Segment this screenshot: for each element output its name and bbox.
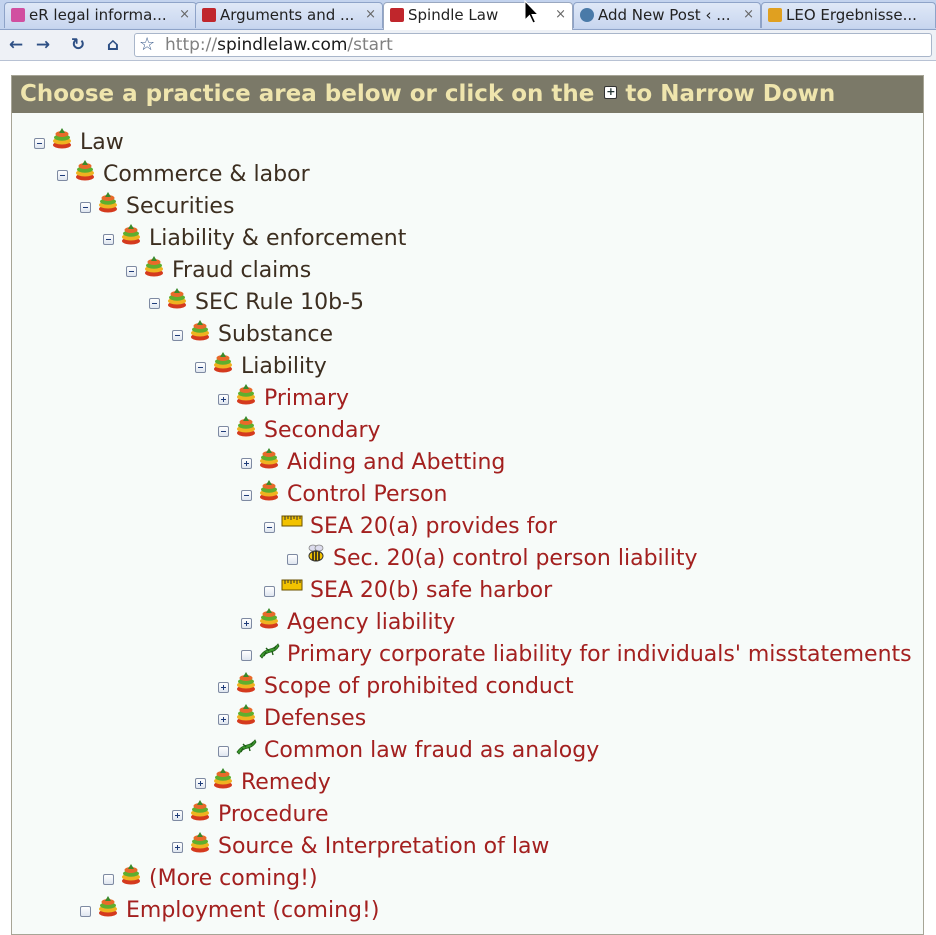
stack-icon [235,383,257,405]
leaf-toggle [287,554,298,565]
tree-node-label[interactable]: Secondary [264,418,381,443]
tree-node-label[interactable]: Procedure [218,802,329,827]
tree-node-label[interactable]: SEC Rule 10b-5 [195,290,364,315]
tree-node-label[interactable]: SEA 20(a) provides for [310,514,557,539]
expand-toggle[interactable] [218,682,229,693]
tree-node-label[interactable]: Law [80,130,124,155]
tree-node-label[interactable]: SEA 20(b) safe harbor [310,578,553,603]
leaf-toggle [80,906,91,917]
tab-arguments[interactable] [195,2,383,28]
spindle-icon [390,8,404,22]
bookmark-star-icon[interactable]: ☆ [139,34,156,55]
home-button[interactable]: ⌂ [106,35,120,55]
collapse-toggle[interactable] [57,170,68,181]
stack-icon [258,607,280,629]
stamp-icon [11,8,25,22]
stack-icon [212,351,234,373]
collapse-toggle[interactable] [103,234,114,245]
stack-icon [212,767,234,789]
lizard-icon [258,639,280,661]
header-text-before: Choose a practice area below or click on the [20,81,595,107]
tab-leo[interactable] [761,2,936,28]
stack-icon [97,895,119,917]
close-icon[interactable]: × [365,7,376,22]
tab-title: Arguments and ... [220,6,355,24]
tree-node-label[interactable]: Employment (coming!) [126,898,380,923]
tab-add-new-post[interactable] [573,2,761,28]
stack-icon [258,447,280,469]
close-icon[interactable]: × [555,7,566,22]
leo-icon [768,8,782,22]
expand-toggle[interactable] [218,714,229,725]
lizard-icon [235,735,257,757]
spindle-icon [202,8,216,22]
tree-node-label[interactable]: Securities [126,194,235,219]
expand-toggle[interactable] [195,778,206,789]
stack-icon [189,831,211,853]
collapse-toggle[interactable] [218,426,229,437]
tree-node-label[interactable]: Defenses [264,706,367,731]
expand-toggle[interactable] [241,618,252,629]
wordpress-icon [580,8,594,22]
tree-node-label[interactable]: Liability & enforcement [149,226,407,251]
url-path: /start [347,35,393,55]
reload-button[interactable]: ↻ [70,35,86,55]
stack-icon [51,127,73,149]
collapse-toggle[interactable] [126,266,137,277]
practice-area-panel [11,75,924,935]
tree-node-label[interactable]: Primary corporate liability for individuals' misstatements [287,642,912,667]
expand-toggle[interactable] [172,842,183,853]
collapse-toggle[interactable] [195,362,206,373]
mouse-cursor-icon [524,0,540,26]
tab-er-legal[interactable] [4,2,197,28]
ruler-icon [281,511,303,533]
url-scheme: http:// [165,35,218,55]
tree-node-label[interactable]: Substance [218,322,334,347]
tree-node-label[interactable]: Common law fraud as analogy [264,738,600,763]
leaf-toggle [241,650,252,661]
stack-icon [143,255,165,277]
leaf-toggle [103,874,114,885]
collapse-toggle[interactable] [34,138,45,149]
tree-node-label[interactable]: Scope of prohibited conduct [264,674,574,699]
collapse-toggle[interactable] [172,330,183,341]
tree-node-label[interactable]: Aiding and Abetting [287,450,506,475]
stack-icon [166,287,188,309]
header-text-after: to Narrow Down [625,81,836,107]
tab-title: Spindle Law [408,6,499,24]
stack-icon [189,319,211,341]
tab-strip [0,0,936,30]
tab-title: Add New Post ‹ ... [598,6,731,24]
forward-button[interactable]: → [35,35,51,55]
tree-node-label[interactable]: Fraud claims [172,258,312,283]
ruler-icon [281,575,303,597]
close-icon[interactable]: × [743,7,754,22]
collapse-toggle[interactable] [264,522,275,533]
collapse-toggle[interactable] [80,202,91,213]
tree-node-label[interactable]: Control Person [287,482,448,507]
panel-header [12,76,923,113]
tab-spindle-law[interactable] [383,2,573,30]
stack-icon [235,671,257,693]
stack-icon [97,191,119,213]
stack-icon [258,479,280,501]
stack-icon [235,415,257,437]
tree-node-label[interactable]: Primary [264,386,350,411]
browser-toolbar [0,30,936,61]
tree-node-label[interactable]: Sec. 20(a) control person liability [333,546,698,571]
leaf-toggle [264,586,275,597]
stack-icon [74,159,96,181]
stack-icon [235,703,257,725]
plus-icon: + [606,85,616,98]
leaf-toggle [218,746,229,757]
stack-icon [120,223,142,245]
tree-node-label[interactable]: Agency liability [287,610,456,635]
tree-node-label[interactable]: (More coming!) [149,866,318,891]
bee-icon [304,543,326,565]
tree-node-label[interactable]: Commerce & labor [103,162,310,187]
expand-toggle[interactable] [241,458,252,469]
back-button[interactable]: ← [8,35,24,55]
close-icon[interactable]: × [179,7,190,22]
collapse-toggle[interactable] [149,298,160,309]
url-host: spindlelaw.com [217,35,348,55]
collapse-toggle[interactable] [241,490,252,501]
stack-icon [120,863,142,885]
address-bar[interactable] [134,33,932,57]
tab-title: eR legal informa... [29,6,167,24]
expand-toggle[interactable] [218,394,229,405]
stack-icon [189,799,211,821]
expand-toggle[interactable] [172,810,183,821]
tree-node-label[interactable]: Source & Interpretation of law [218,834,550,859]
tree-node-label[interactable]: Liability [241,354,327,379]
tab-title: LEO Ergebnisse... [786,6,917,24]
url-text[interactable] [165,34,393,56]
tree-node-label[interactable]: Remedy [241,770,331,795]
